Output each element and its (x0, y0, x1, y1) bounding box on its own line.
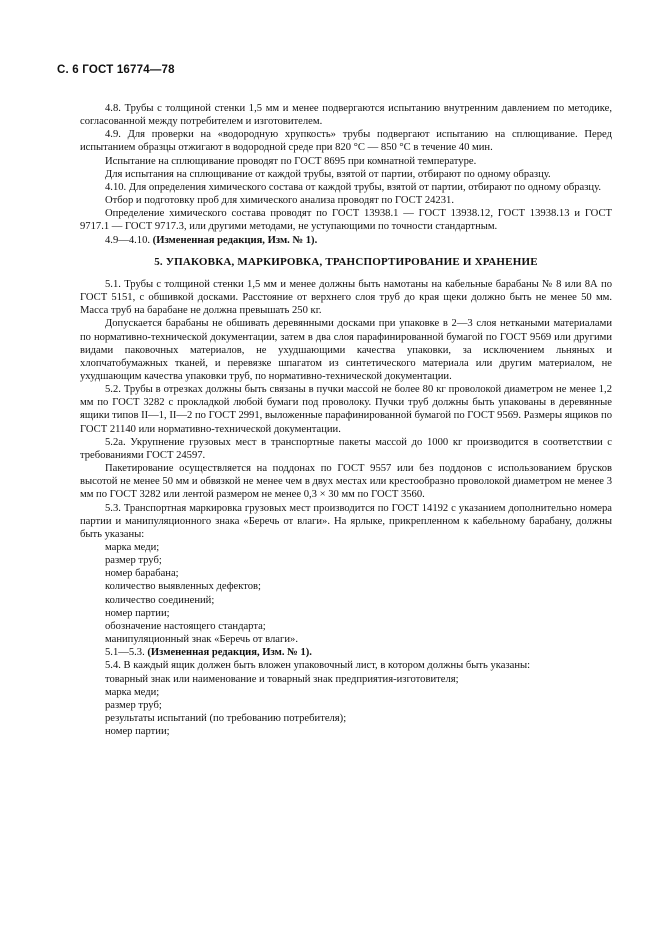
list-item: обозначение настоящего стандарта; (105, 620, 266, 632)
paragraph-5-1: 5.1. Трубы с толщиной стенки 1,5 мм и менее должны быть намотаны на кабельные барабаны № 8 или 8А по ГОСТ 5151, с обшивкой досками. Расстояние от верхнего слоя труб до края щеки должно быть не менее 50 мм. Масса труб на барабане не должна превышать 250 кг. (80, 278, 612, 317)
paragraph-flattening-test: Испытание на сплющивание проводят по ГОСТ 8695 при комнатной температуре. (105, 155, 477, 167)
paragraph-5-2a: 5.2а. Укрупнение грузовых мест в транспортные пакеты массой до 1000 кг производится в соответствии с требованиями ГОСТ 24597. (80, 436, 612, 461)
paragraph-flattening-sample: Для испытания на сплющивание от каждой трубы, взятой от партии, отбирают по одному образцу. (105, 168, 551, 180)
amendment-text: (Измененная редакция, Изм. № 1). (152, 234, 318, 246)
amendment-prefix: 4.9—4.10. (105, 234, 153, 246)
list-item: размер труб; (105, 699, 162, 711)
list-item: количество соединений; (105, 594, 215, 606)
amendment-prefix: 5.1—5.3. (105, 647, 148, 659)
list-item: количество выявленных дефектов; (105, 581, 261, 593)
paragraph-5-1-allowance: Допускается барабаны не обшивать деревянными досками при упаковке в 2—3 слоя неткаными материалами по нормативно-технической документации, затем в два слоя парафинированной бумагой по ГОСТ 9569 или другими видами паковочных материалов, не ухудшающими качества упаковки, за исключением льняных и хлопчатобумажных тканей, и перевязке шпагатом из синтетического материала или другим материалом, не ухудшающим качества упаковки труб, по нормативно-технической документации. (80, 318, 612, 382)
list-item: марка меди; (105, 686, 160, 698)
page-header: С. 6 ГОСТ 16774—78 (57, 64, 175, 76)
paragraph-5-4: 5.4. В каждый ящик должен быть вложен упаковочный лист, в котором должны быть указаны: (105, 660, 531, 672)
amendment-text: (Измененная редакция, Изм. № 1). (147, 647, 312, 659)
list-item: номер барабана; (105, 568, 179, 580)
paragraph-4-10: 4.10. Для определения химического состава от каждой трубы, взятой от партии, отбирают по одному образцу. (105, 181, 601, 193)
document-body (80, 102, 612, 738)
paragraph-packaging: Пакетирование осуществляется на поддонах по ГОСТ 9557 или без поддонов с использованием брусков высотой не менее 50 мм и обвязкой не менее чем в двух местах или крестообразно проволокой диаметром не менее 3 мм по ГОСТ 3282 или лентой размером не менее 0,3 × 30 мм по ГОСТ 3560. (80, 463, 612, 501)
list-item: марка меди; (105, 542, 160, 553)
amendment-note-5-1-5-3 (80, 646, 612, 659)
paragraph-5-2: 5.2. Трубы в отрезках должны быть связаны в пучки массой не более 80 кг проволокой диаметром не менее 1,2 мм по ГОСТ 3282 с прокладкой любой бумаги под проволоку. Пучки труб должны быть упакованы в деревянные ящики типов II—1, II—2 по ГОСТ 2991, выложенные парафинированной бумагой по ГОСТ 9569. Размеры ящиков по ГОСТ 21140 или нормативно-технической документации. (80, 384, 612, 435)
paragraph-4-8: 4.8. Трубы с толщиной стенки 1,5 мм и менее подвергаются испытанию внутренним давлением по методике, согласованной между потребителем и изготовителем. (80, 103, 612, 128)
paragraph-4-9: 4.9. Для проверки на «водородную хрупкость» трубы подвергают испытанию на сплющивание. Перед испытанием образцы отжигают в водородной среде при 820 °С — 850 °С в течение 40 мин. (80, 129, 612, 154)
list-item: номер партии; (105, 726, 170, 738)
paragraph-5-3: 5.3. Транспортная маркировка грузовых мест производится по ГОСТ 14192 с указанием дополнительно номера партии и манипуляционного знака «Беречь от влаги». На ярлыке, прикрепленном к кабельному барабану, должны быть указаны: (80, 502, 612, 540)
section-5-title: 5. УПАКОВКА, МАРКИРОВКА, ТРАНСПОРТИРОВАНИЕ И ХРАНЕНИЕ (154, 255, 538, 268)
list-item: номер партии; (105, 607, 170, 619)
amendment-note-4-9-4-10 (80, 234, 612, 247)
list-item: результаты испытаний (по требованию потребителя); (105, 713, 347, 725)
paragraph-sampling: Отбор и подготовку проб для химического анализа проводят по ГОСТ 24231. (105, 195, 454, 207)
list-item: размер труб; (105, 555, 162, 567)
list-item: манипуляционный знак «Беречь от влаги». (105, 634, 298, 646)
list-item: товарный знак или наименование и товарный знак предприятия-изготовителя; (105, 673, 459, 685)
paragraph-chemical-methods: Определение химического состава проводят по ГОСТ 13938.1 — ГОСТ 13938.12, ГОСТ 13938.13 и ГОСТ 9717.1 — ГОСТ 9717.3, или другими методами, не уступающими по точности стандартным. (80, 208, 612, 233)
